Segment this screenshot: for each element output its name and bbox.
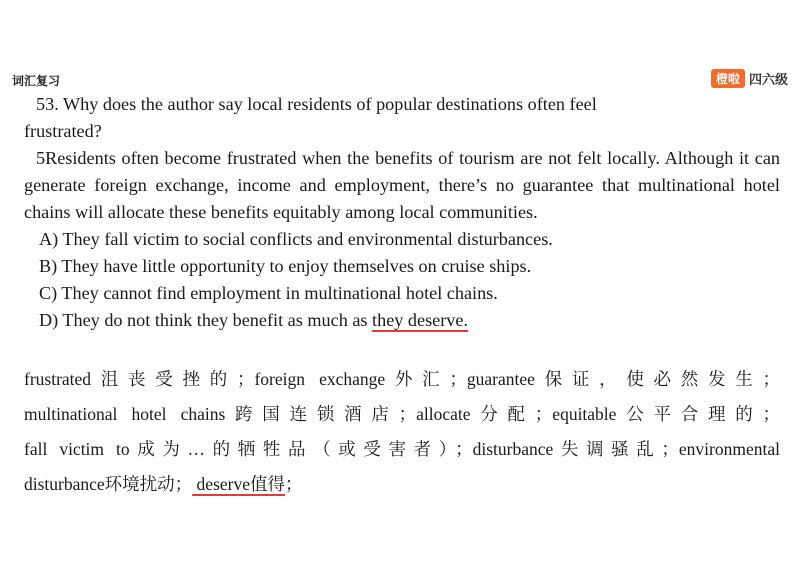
option-d <box>24 307 780 334</box>
vocab-line-4-suffix: ； <box>285 474 303 494</box>
vocab-line-4 <box>24 467 780 502</box>
vocabulary-block <box>24 362 780 502</box>
vocab-line-4-underlined: deserve值得 <box>192 474 285 494</box>
brand <box>711 69 788 88</box>
vocab-line-4-prefix: disturbance环境扰动； <box>24 474 193 494</box>
section-label: 词汇复习 <box>12 74 61 88</box>
brand-logo: 橙啦 <box>711 69 745 88</box>
brand-text: 四六级 <box>748 73 788 88</box>
vocab-line-3: fall victim to成为…的牺牲品（或受害者）；disturbance失调骚乱；environmental <box>24 439 780 459</box>
question-line-1: 53. Why does the author say local residents of popular destinations often feel <box>36 94 597 114</box>
question-block <box>24 91 780 334</box>
question-line-2: frustrated? <box>24 121 102 141</box>
vocab-line-1: frustrated沮丧受挫的；foreign exchange外汇；guarantee保证，使必然发生； <box>24 369 780 389</box>
passage-text: 5Residents often become frustrated when the benefits of tourism are not felt locally. Although it can generate foreign exchange, income and employment, there’s no guarantee that multinational hotel chains will allocate these benefits equitably among local communities. <box>24 148 780 222</box>
option-c: C) They cannot find employment in multinational hotel chains. <box>39 283 498 303</box>
option-d-underlined: they deserve. <box>372 310 468 330</box>
option-a: A) They fall victim to social conflicts and environmental disturbances. <box>39 229 553 249</box>
option-b: B) They have little opportunity to enjoy themselves on cruise ships. <box>39 256 532 276</box>
option-d-prefix: D) They do not think they benefit as much as <box>39 310 373 330</box>
vocab-line-2: multinational hotel chains跨国连锁酒店；allocate分配；equitable公平合理的； <box>24 404 780 424</box>
